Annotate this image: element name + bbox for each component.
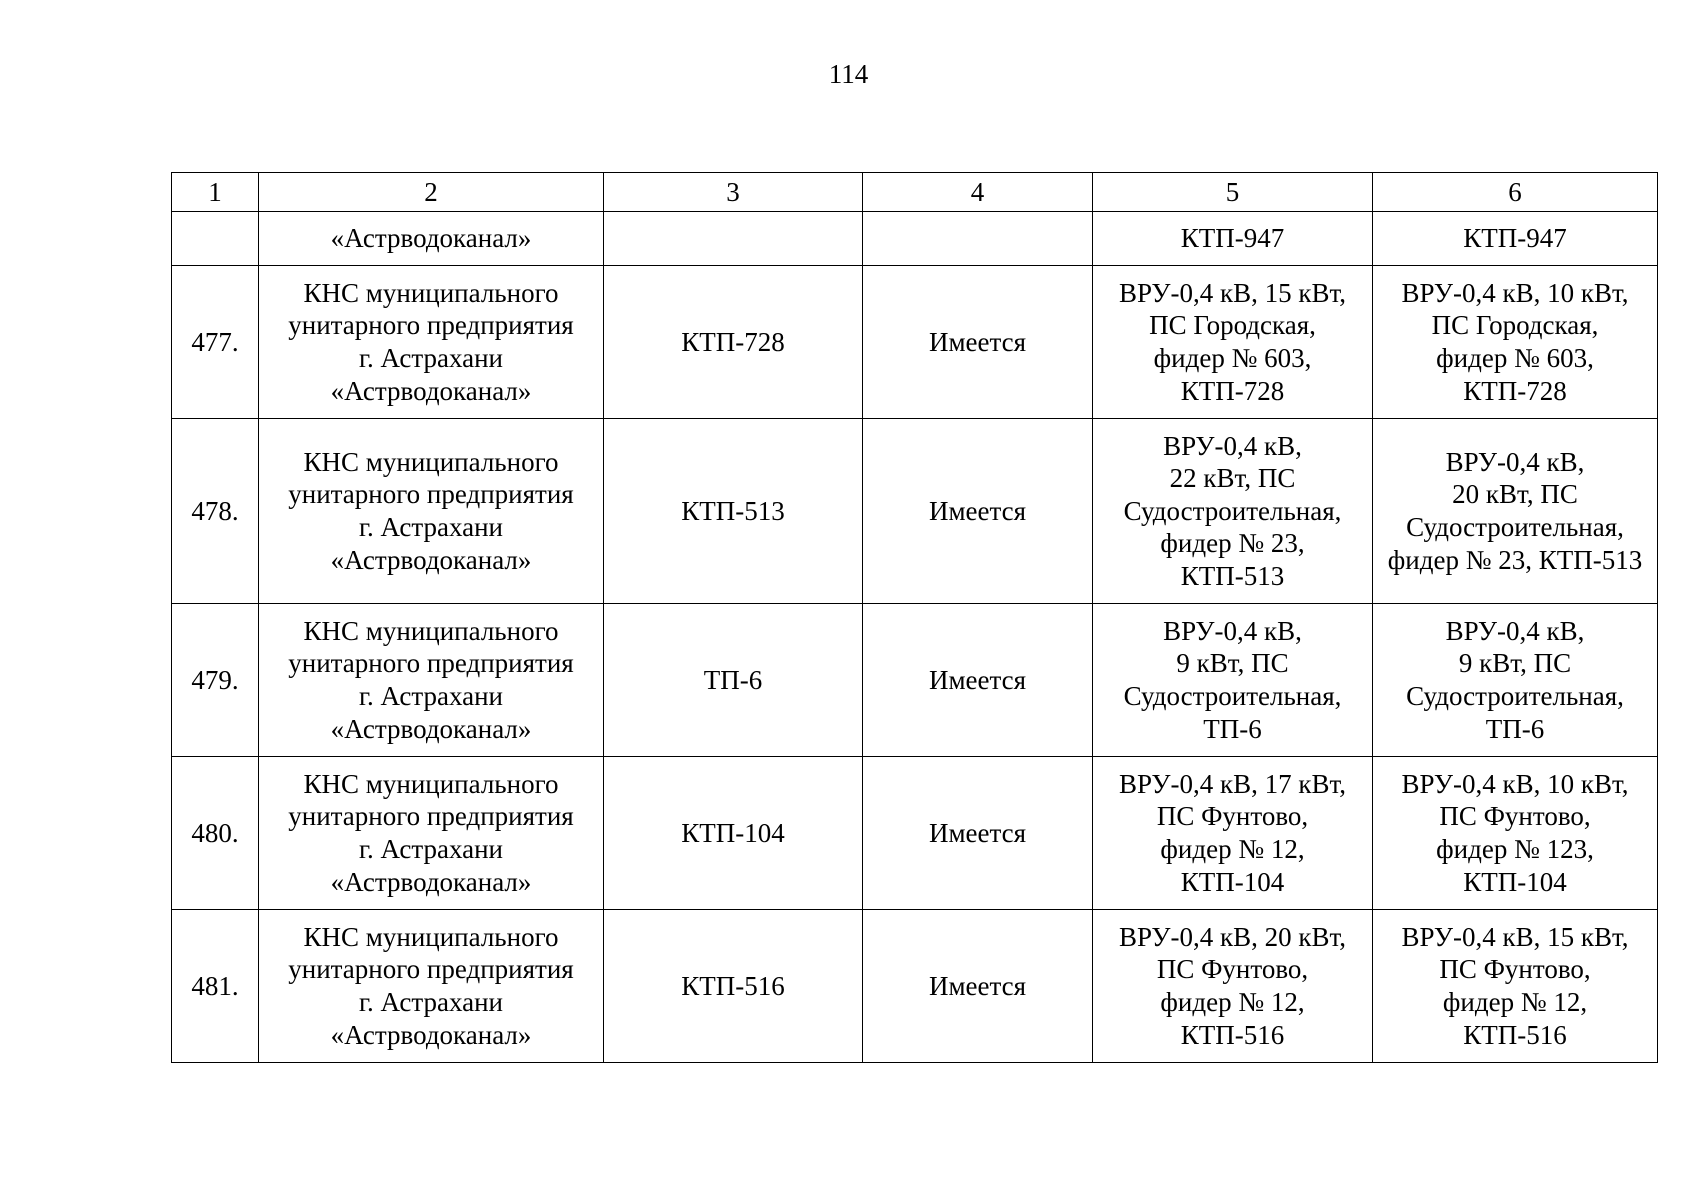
- cell-line: г. Астрахани: [359, 987, 503, 1017]
- header-cell: 2: [259, 173, 604, 212]
- cell-line: фидер № 23,: [1160, 528, 1305, 559]
- cell-line: КТП-728: [1180, 375, 1285, 406]
- cell-line: Судостроительная,: [1406, 512, 1624, 542]
- cell-line: Судостроительная,: [1123, 681, 1342, 711]
- cell-substation: ТП-6: [604, 604, 863, 757]
- cell-line: КНС муниципального: [303, 921, 559, 952]
- cell-line: «Астрводоканал»: [330, 544, 532, 575]
- cell-line: ВРУ-0,4 кВ,: [1445, 446, 1585, 477]
- cell-substation: КТП-104: [604, 757, 863, 910]
- cell-col5: [1093, 604, 1373, 757]
- cell-line: КНС муниципального: [303, 446, 559, 477]
- cell-name: [259, 757, 604, 910]
- cell-status: Имеется: [863, 266, 1093, 419]
- cell-status: Имеется: [863, 910, 1093, 1063]
- cell-line: 22 кВт, ПС: [1169, 463, 1296, 494]
- cell-col6: [1373, 212, 1658, 266]
- table-row: [172, 757, 1658, 910]
- cell-number: 480.: [172, 757, 259, 910]
- cell-line: ВРУ-0,4 кВ, 15 кВт,: [1119, 277, 1346, 308]
- cell-col5: [1093, 266, 1373, 419]
- cell-line: фидер № 12,: [1442, 987, 1588, 1017]
- cell-col6: [1373, 419, 1658, 604]
- cell-line: ТП-6: [1203, 713, 1262, 744]
- cell-line: ВРУ-0,4 кВ, 20 кВт,: [1119, 921, 1346, 952]
- page-number: 114: [828, 59, 869, 89]
- cell-line: КТП-728: [1463, 375, 1567, 406]
- cell-col5: [1093, 419, 1373, 604]
- cell-number: 477.: [172, 266, 259, 419]
- cell-status: Имеется: [863, 419, 1093, 604]
- cell-line: г. Астрахани: [359, 834, 503, 864]
- cell-line: КНС муниципального: [303, 615, 559, 646]
- cell-line: КТП-104: [1463, 866, 1567, 897]
- cell-status: Имеется: [863, 757, 1093, 910]
- header-cell: 4: [863, 173, 1093, 212]
- cell-line: фидер № 123,: [1436, 834, 1594, 864]
- data-table: [171, 172, 1658, 1063]
- cell-line: «Астрводоканал»: [330, 713, 532, 744]
- header-cell: 6: [1373, 173, 1658, 212]
- cell-name: «Астрводоканал»: [259, 212, 604, 266]
- cell-name: [259, 910, 604, 1063]
- cell-number: [172, 212, 259, 266]
- cell-name: [259, 419, 604, 604]
- cell-line: г. Астрахани: [359, 512, 503, 542]
- cell-line: унитарного предприятия: [288, 479, 574, 510]
- cell-name: [259, 604, 604, 757]
- cell-line: ПС Фунтово,: [1439, 954, 1591, 985]
- cell-line: ТП-6: [1485, 713, 1545, 744]
- cell-line: «Астрводоканал»: [330, 375, 532, 406]
- cell-line: Судостроительная,: [1406, 681, 1624, 711]
- cell-line: фидер № 603,: [1153, 343, 1312, 373]
- cell-line: «Астрводоканал»: [330, 866, 532, 897]
- header-cell: 3: [604, 173, 863, 212]
- cell-line: ВРУ-0,4 кВ, 10 кВт,: [1401, 277, 1629, 308]
- cell-number: 478.: [172, 419, 259, 604]
- cell-line: 9 кВт, ПС: [1458, 648, 1572, 679]
- cell-line: г. Астрахани: [359, 681, 503, 711]
- cell-line: ВРУ-0,4 кВ,: [1163, 615, 1302, 646]
- cell-line: фидер № 12,: [1160, 834, 1305, 864]
- cell-line: ПС Городская,: [1149, 310, 1316, 341]
- cell-substation: КТП-516: [604, 910, 863, 1063]
- header-cell: 1: [172, 173, 259, 212]
- table-row: [172, 266, 1658, 419]
- cell-col5: [1093, 212, 1373, 266]
- cell-number: 481.: [172, 910, 259, 1063]
- cell-col6: [1373, 910, 1658, 1063]
- cell-line: ПС Фунтово,: [1439, 801, 1591, 832]
- cell-line: ВРУ-0,4 кВ,: [1163, 430, 1302, 461]
- cell-substation: КТП-728: [604, 266, 863, 419]
- cell-line: КНС муниципального: [303, 277, 559, 308]
- cell-line: унитарного предприятия: [288, 801, 574, 832]
- cell-line: фидер № 12,: [1160, 987, 1305, 1017]
- cell-line: фидер № 603,: [1436, 343, 1594, 373]
- cell-line: КТП-947: [1463, 223, 1567, 254]
- cell-line: унитарного предприятия: [288, 648, 574, 679]
- table-row: [172, 419, 1658, 604]
- cell-line: ВРУ-0,4 кВ,: [1445, 615, 1585, 646]
- continuation-row: [172, 212, 1658, 266]
- cell-line: г. Астрахани: [359, 343, 503, 373]
- cell-col6: [1373, 604, 1658, 757]
- cell-number: 479.: [172, 604, 259, 757]
- cell-line: 20 кВт, ПС: [1452, 479, 1578, 510]
- cell-substation: КТП-513: [604, 419, 863, 604]
- cell-name: [259, 266, 604, 419]
- cell-col6: [1373, 757, 1658, 910]
- cell-substation: [604, 212, 863, 266]
- cell-col6: [1373, 266, 1658, 419]
- cell-line: Судостроительная,: [1123, 495, 1342, 526]
- cell-line: КТП-516: [1463, 1019, 1567, 1050]
- cell-line: ПС Фунтово,: [1156, 954, 1309, 985]
- header-cell: 5: [1093, 173, 1373, 212]
- cell-line: КТП-947: [1180, 223, 1285, 254]
- cell-status: Имеется: [863, 604, 1093, 757]
- cell-line: КТП-104: [1180, 866, 1285, 897]
- cell-line: ВРУ-0,4 кВ, 17 кВт,: [1119, 768, 1346, 799]
- cell-col5: [1093, 910, 1373, 1063]
- cell-line: ПС Городская,: [1431, 310, 1599, 341]
- cell-line: фидер № 23, КТП-513: [1387, 544, 1643, 575]
- cell-col5: [1093, 757, 1373, 910]
- cell-line: ВРУ-0,4 кВ, 15 кВт,: [1401, 921, 1629, 952]
- cell-line: унитарного предприятия: [288, 310, 574, 341]
- cell-line: ПС Фунтово,: [1156, 801, 1309, 832]
- table-row: [172, 604, 1658, 757]
- cell-line: «Астрводоканал»: [330, 1019, 532, 1050]
- cell-line: унитарного предприятия: [288, 954, 574, 985]
- table-row: [172, 910, 1658, 1063]
- cell-line: ВРУ-0,4 кВ, 10 кВт,: [1401, 768, 1629, 799]
- table-header-row: [172, 173, 1658, 212]
- cell-line: 9 кВт, ПС: [1176, 648, 1289, 679]
- cell-line: КНС муниципального: [303, 768, 559, 799]
- cell-line: КТП-516: [1180, 1019, 1285, 1050]
- cell-line: КТП-513: [1180, 560, 1285, 591]
- cell-status: [863, 212, 1093, 266]
